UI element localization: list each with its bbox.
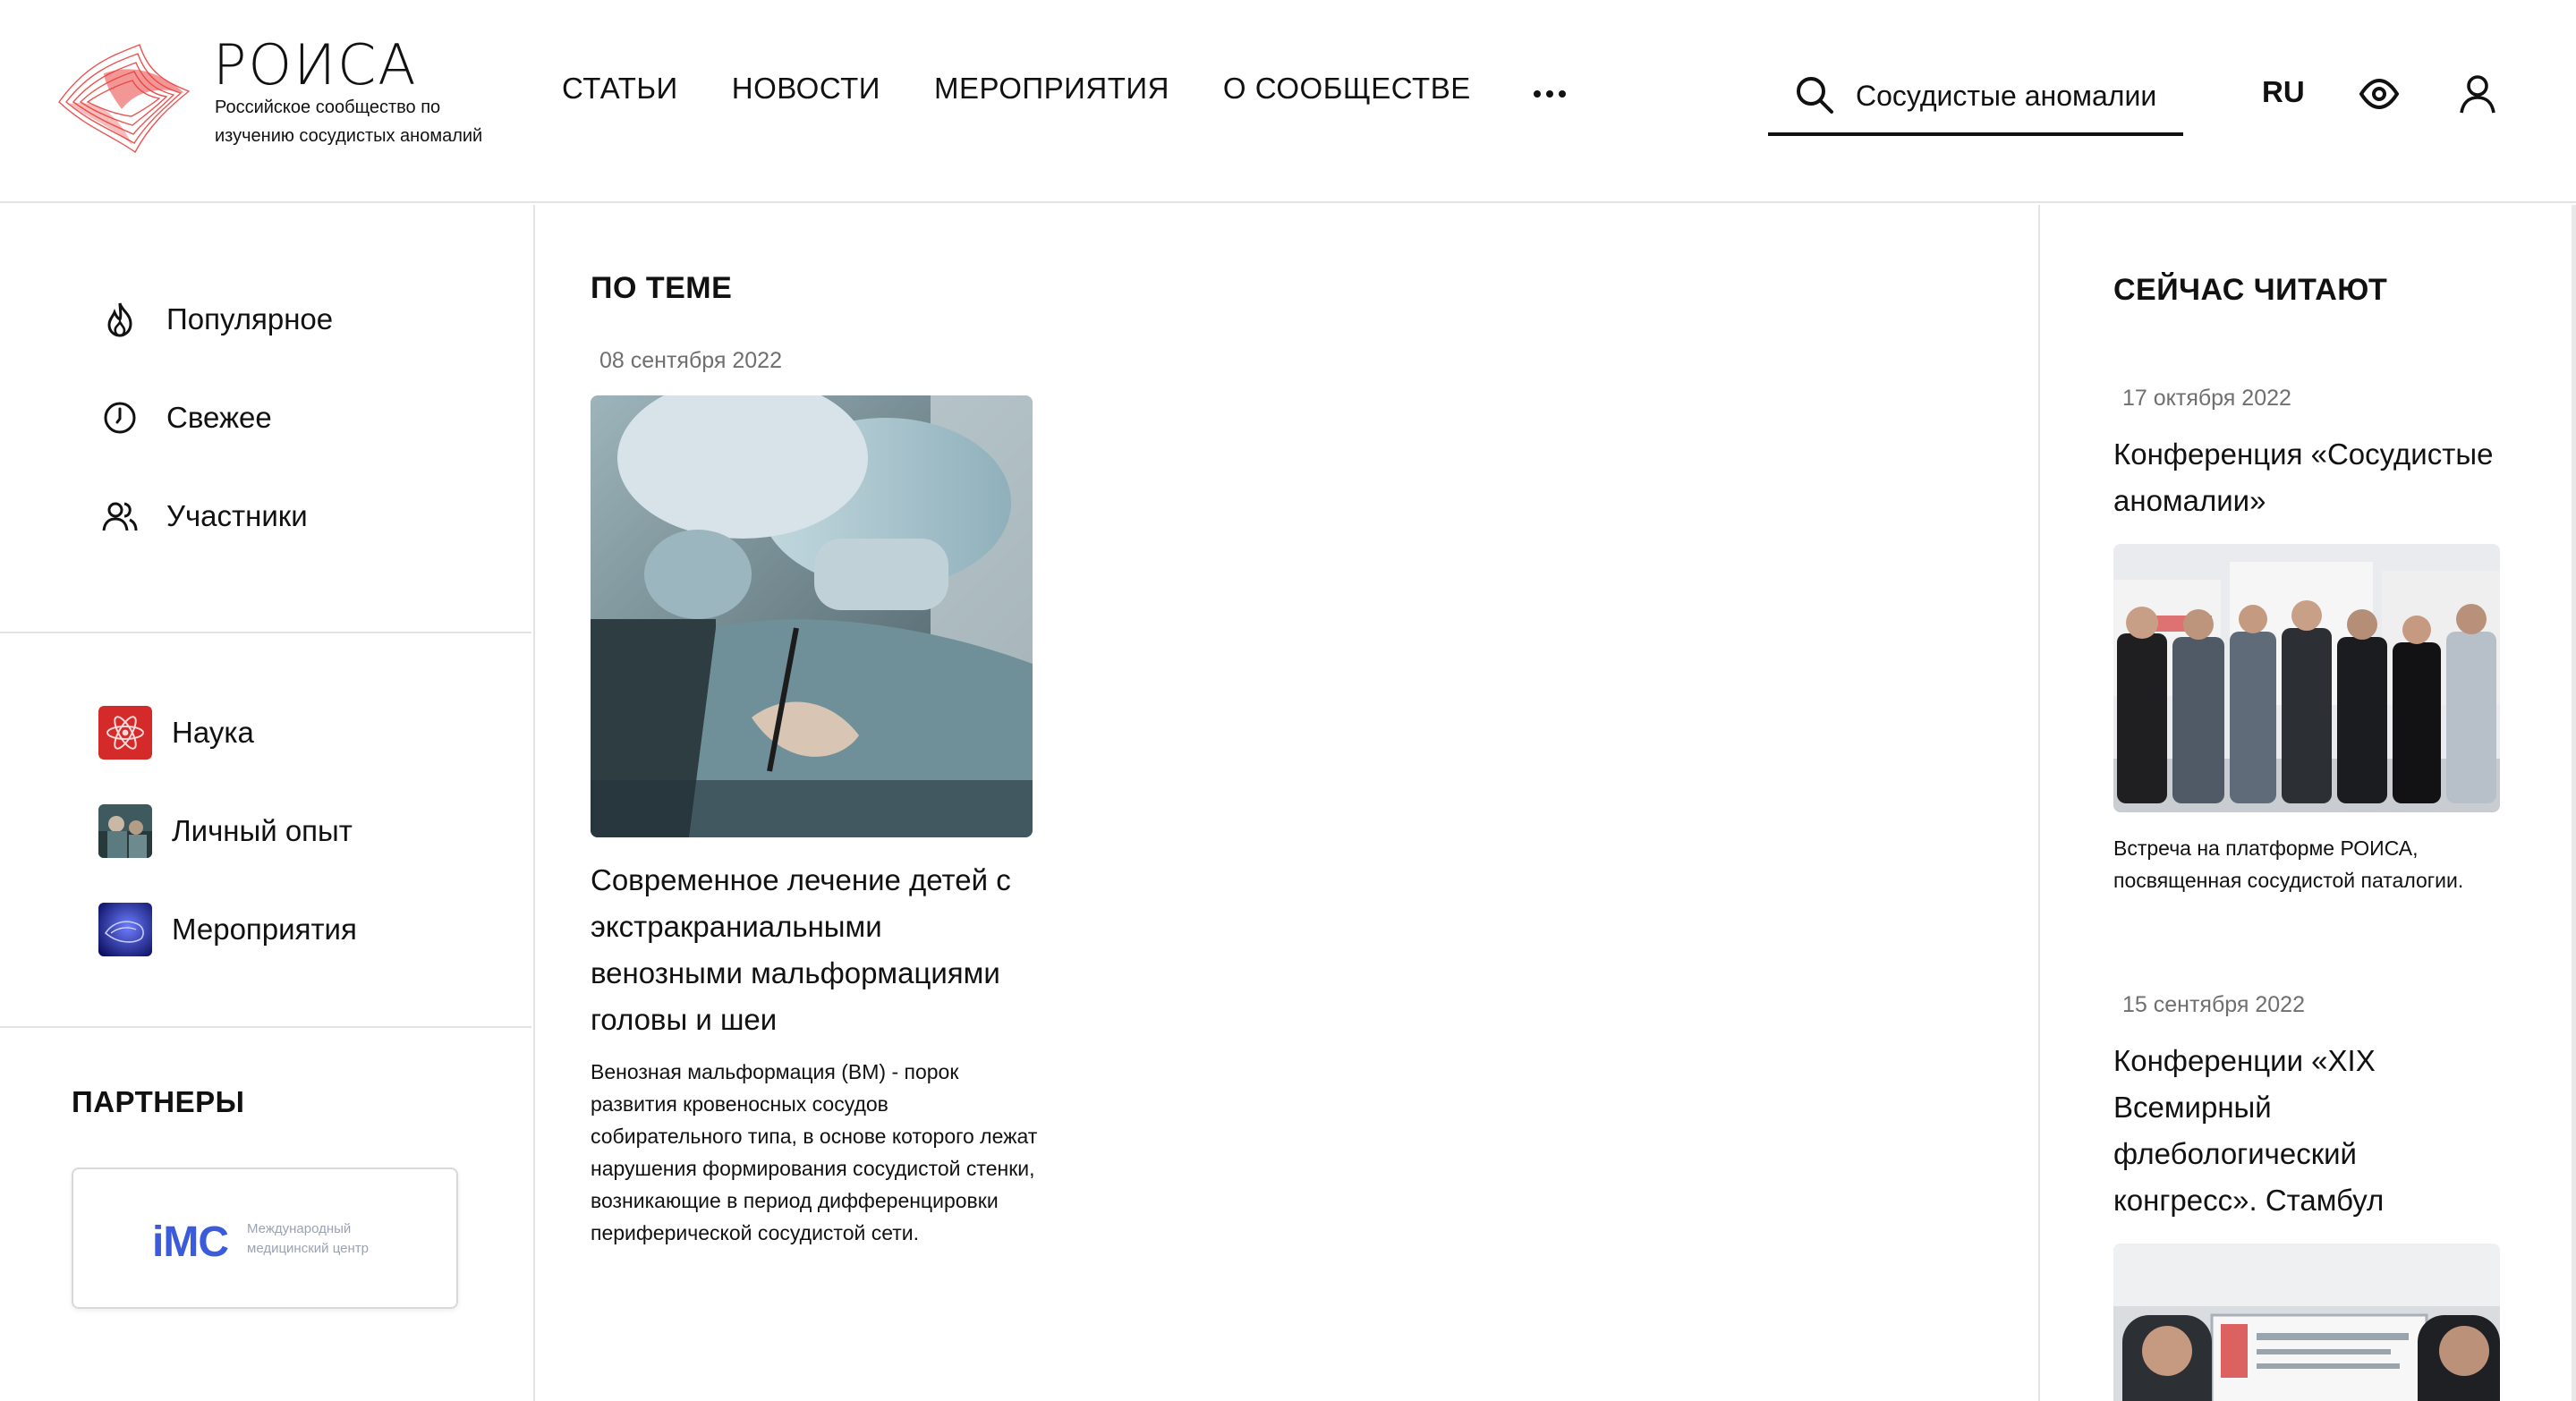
category-experience[interactable] xyxy=(98,804,353,858)
search-bar xyxy=(1768,64,2183,136)
article-image xyxy=(591,395,1033,837)
category-experience-label: Личный опыт xyxy=(172,814,353,847)
article-card[interactable] xyxy=(591,348,1038,1249)
section-title-trending: СЕЙЧАС ЧИТАЮТ xyxy=(2113,273,2388,307)
article-date: 08 сентября 2022 xyxy=(599,348,782,373)
trending-item[interactable] xyxy=(2113,386,2507,896)
user-icon[interactable] xyxy=(2457,73,2498,115)
more-dots-icon[interactable] xyxy=(1534,81,1569,107)
partner-subtitle: Международный медицинский центр xyxy=(247,1221,369,1256)
article-excerpt: Венозная мальформация (ВМ) - порок развития кровеносных сосудов собирательного типа, в основе которого лежат нарушения формирования сосудистой стенки, возникающие в период дифференцировки периферической сосудистой сети. xyxy=(591,1060,1038,1244)
atom-icon xyxy=(98,706,152,760)
filter-fresh[interactable] xyxy=(100,398,272,437)
article-title[interactable]: Современное лечение детей с экстракраниальными венозными мальформациями головы и шеи xyxy=(591,863,1011,1036)
nav-news[interactable]: НОВОСТИ xyxy=(731,72,880,105)
page-scrollbar[interactable] xyxy=(2572,205,2576,1401)
trending-image xyxy=(2113,1244,2500,1401)
category-science-label: Наука xyxy=(172,716,254,749)
filter-members-label: Участники xyxy=(166,499,308,532)
sidebar-divider xyxy=(0,632,531,633)
site-header xyxy=(0,0,2576,203)
section-title-related: ПО ТЕМЕ xyxy=(591,271,733,305)
nav-events[interactable]: МЕРОПРИЯТИЯ xyxy=(933,72,1169,105)
clock-icon xyxy=(100,398,140,437)
partners-heading: ПАРТНЕРЫ xyxy=(72,1085,245,1118)
trending-title[interactable]: Конференции «XIX Всемирный флебологический конгресс». Стамбул xyxy=(2113,1044,2385,1217)
trending-caption: Встреча на платформе РОИСА, посвященная сосудистой паталогии. xyxy=(2113,836,2464,892)
events-thumbnail xyxy=(98,903,152,956)
filter-popular[interactable] xyxy=(100,300,333,339)
search-input[interactable] xyxy=(1856,73,2174,118)
roisa-logo-icon xyxy=(50,38,193,157)
experience-thumbnail xyxy=(98,804,152,858)
flame-icon xyxy=(100,300,140,339)
logo-title: РОИСА xyxy=(213,32,418,98)
category-science[interactable] xyxy=(98,706,254,760)
trending-image xyxy=(2113,544,2500,812)
site-logo[interactable] xyxy=(50,32,515,166)
filter-members[interactable] xyxy=(100,497,308,536)
logo-subtitle: Российское сообщество по изучению сосудистых аномалий xyxy=(215,98,483,146)
search-icon[interactable] xyxy=(1793,73,1836,116)
partner-logo: iMC xyxy=(152,1218,228,1266)
main-content xyxy=(537,205,2040,1401)
trending-date: 15 сентября 2022 xyxy=(2122,992,2305,1017)
trending-item[interactable] xyxy=(2113,992,2507,1401)
filter-fresh-label: Свежее xyxy=(166,401,272,434)
trending-date: 17 октября 2022 xyxy=(2122,386,2291,411)
main-nav xyxy=(562,72,1471,106)
right-sidebar xyxy=(2042,205,2576,1401)
filter-popular-label: Популярное xyxy=(166,302,334,335)
nav-about[interactable]: О СООБЩЕСТВЕ xyxy=(1222,72,1471,105)
category-events-label: Мероприятия xyxy=(172,913,357,946)
sidebar-divider xyxy=(0,1026,531,1028)
users-icon xyxy=(100,497,140,536)
nav-articles[interactable]: СТАТЬИ xyxy=(562,72,678,105)
trending-title[interactable]: Конференция «Сосудистые аномалии» xyxy=(2113,437,2494,517)
partner-card-imc[interactable] xyxy=(72,1168,458,1309)
eye-icon[interactable] xyxy=(2359,73,2400,115)
left-sidebar xyxy=(0,205,535,1401)
category-events[interactable] xyxy=(98,903,357,956)
language-switch[interactable]: RU xyxy=(2262,75,2305,108)
